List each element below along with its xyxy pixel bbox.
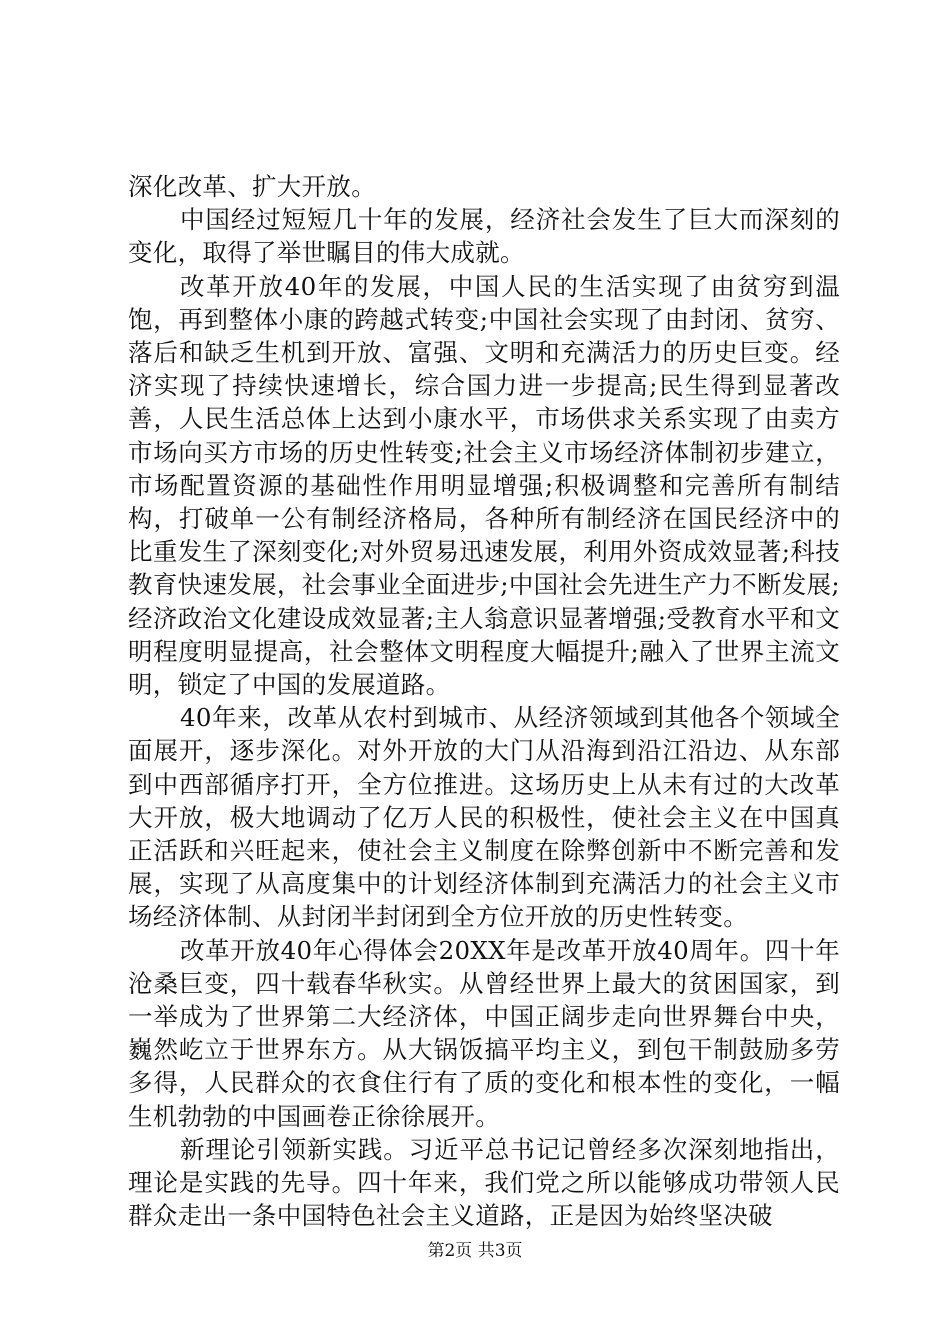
paragraph-3: 改革开放40年的发展，中国人民的生活实现了由贫穷到温饱，再到整体小康的跨越式转变;中国社会实现了由封闭、贫穷、落后和缺乏生机到开放、富强、文明和充满活力的历史巨变。经济实现了持续快速增长，综合国力进一步提高;民生得到显著改善，人民生活总体上达到小康水平，市场供求关系实现了由卖方市场向买方市场的历史性转变;社会主义市场经济体制初步建立，市场配置资源的基础性作用明显增强;积极调整和完善所有制结构，打破单一公有制经济格局，各种所有制经济在国民经济中的比重发生了深刻变化;对外贸易迅速发展，利用外资成效显著;科技教育快速发展，社会事业全面进步;中国社会先进生产力不断发展;经济政治文化建设成效显著;主人翁意识显著增强;受教育水平和文明程度明显提高，社会整体文明程度大幅提升;融入了世界主流文明，锁定了中国的发展道路。 xyxy=(128,271,840,700)
paragraph-1: 深化改革、扩大开放。 xyxy=(128,172,376,201)
paragraph-5: 改革开放40年心得体会20XX年是改革开放40周年。四十年沧桑巨变，四十载春华秋实。从曾经世界上最大的贫困国家，到一举成为了世界第二大经济体，中国正阔步走向世界舞台中央，巍然屹立于世界东方。从大锅饭搞平均主义，到包干制鼓励多劳多得，人民群众的衣食住行有了质的变化和根本性的变化，一幅生机勃勃的中国画卷正徐徐展开。 xyxy=(128,935,840,1131)
page-footer xyxy=(0,1240,950,1262)
document-body xyxy=(128,170,840,1233)
page-number-label: 第2页 共3页 xyxy=(427,1241,523,1261)
paragraph-4: 40年来，改革从农村到城市、从经济领域到其他各个领域全面展开，逐步深化。对外开放的大门从沿海到沿江沿边、从东部到中西部循序打开，全方位推进。这场历史上从未有过的大改革大开放，极大地调动了亿万人民的积极性，使社会主义在中国真正活跃和兴旺起来，使社会主义制度在除弊创新中不断完善和发展，实现了从高度集中的计划经济体制到充满活力的社会主义市场经济体制、从封闭半封闭到全方位开放的历史性转变。 xyxy=(128,703,840,932)
paragraph-2: 中国经过短短几十年的发展，经济社会发生了巨大而深刻的变化，取得了举世瞩目的伟大成就。 xyxy=(128,205,840,268)
paragraph-6: 新理论引领新实践。习近平总书记记曾经多次深刻地指出，理论是实践的先导。四十年来，我们党之所以能够成功带领人民群众走出一条中国特色社会主义道路，正是因为始终坚决破 xyxy=(128,1134,840,1231)
